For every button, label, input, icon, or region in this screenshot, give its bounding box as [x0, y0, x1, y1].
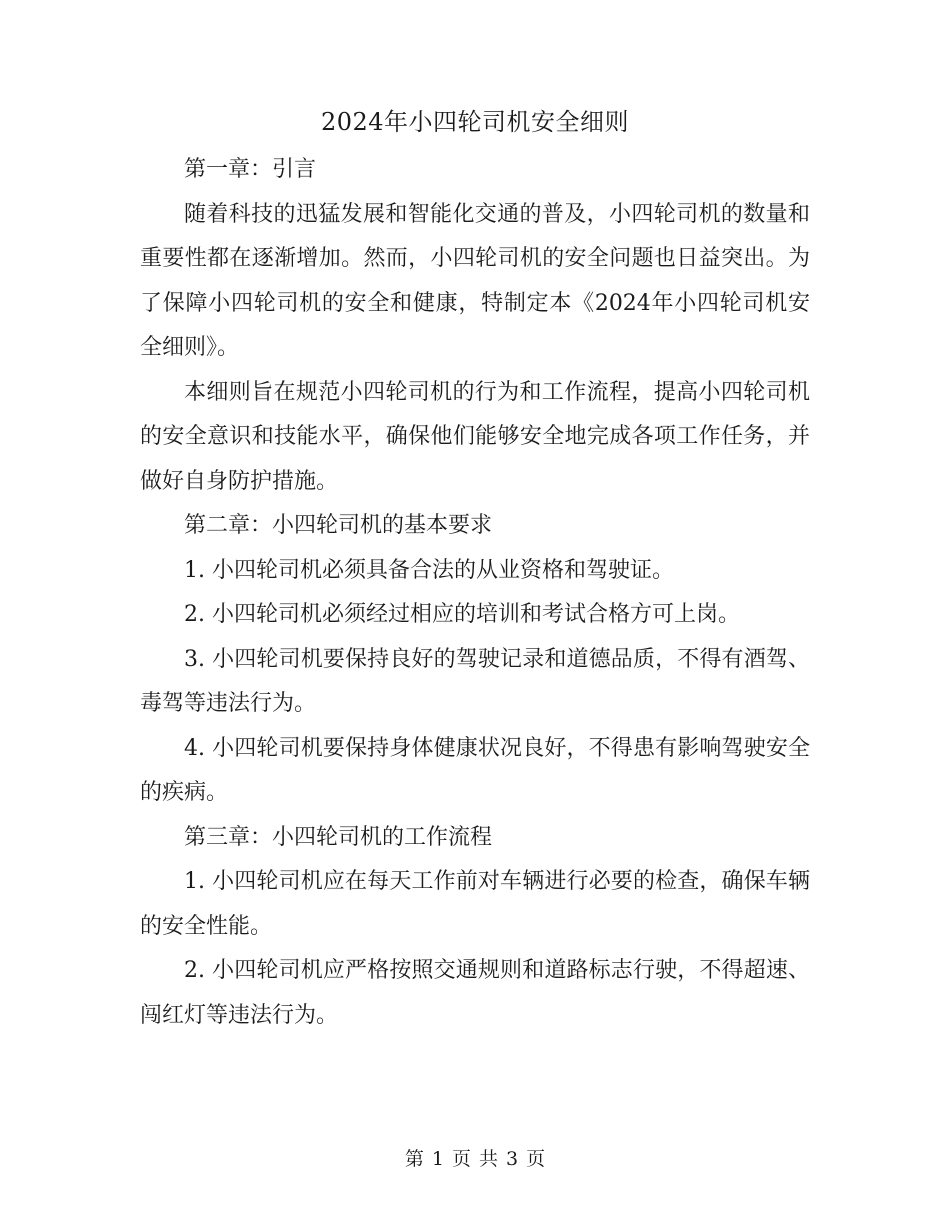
list-item: 1. 小四轮司机应在每天工作前对车辆进行必要的检查，确保车辆的安全性能。 [140, 869, 810, 939]
page-footer: 第 1 页 共 3 页 [404, 1148, 546, 1170]
paragraph: 随着科技的迅猛发展和智能化交通的普及，小四轮司机的数量和重要性都在逐渐增加。然而，小四轮司机的安全问题也日益突出。为了保障小四轮司机的安全和健康，特制定本《2024年小四轮司机安全细则》。 [140, 201, 810, 360]
list-item: 1. 小四轮司机必须具备合法的从业资格和驾驶证。 [184, 557, 674, 583]
document-title: 2024年小四轮司机安全细则 [320, 108, 630, 136]
paragraph: 本细则旨在规范小四轮司机的行为和工作流程，提高小四轮司机的安全意识和技能水平，确保他们能够安全地完成各项工作任务，并做好自身防护措施。 [140, 379, 810, 494]
document-body [140, 148, 810, 1038]
list-item: 2. 小四轮司机应严格按照交通规则和道路标志行驶，不得超速、闯红灯等违法行为。 [140, 958, 810, 1028]
chapter-heading: 第二章：小四轮司机的基本要求 [184, 513, 493, 538]
list-item: 3. 小四轮司机要保持良好的驾驶记录和道德品质，不得有酒驾、毒驾等违法行为。 [140, 646, 810, 716]
list-item: 2. 小四轮司机必须经过相应的培训和考试合格方可上岗。 [184, 602, 740, 627]
chapter-heading: 第一章：引言 [184, 157, 317, 182]
chapter-heading: 第三章：小四轮司机的工作流程 [184, 824, 493, 850]
list-item: 4. 小四轮司机要保持身体健康状况良好，不得患有影响驾驶安全的疾病。 [140, 735, 810, 805]
